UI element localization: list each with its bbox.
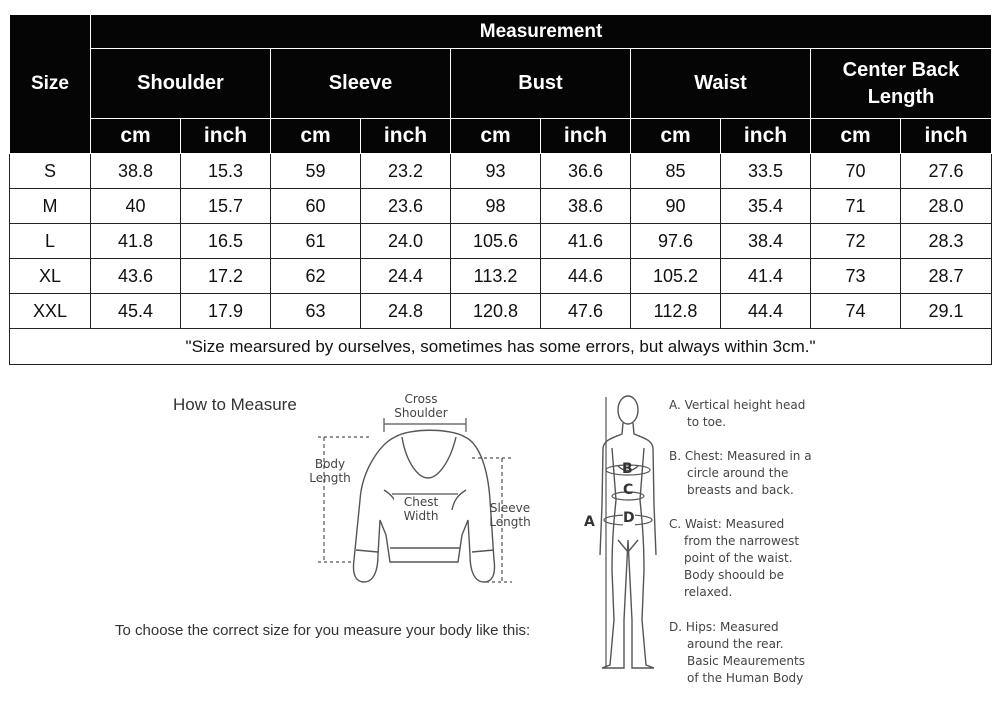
table-cell: 24.4: [361, 259, 451, 294]
unit-header: inch: [901, 119, 992, 154]
note-c-line-1: C. Waist: Measured: [669, 517, 785, 531]
unit-header: inch: [721, 119, 811, 154]
unit-header: cm: [811, 119, 901, 154]
table-cell: 74: [811, 294, 901, 329]
unit-header: inch: [541, 119, 631, 154]
table-cell: 24.8: [361, 294, 451, 329]
note-c-line-5: relaxed.: [684, 585, 733, 599]
table-cell: 23.2: [361, 154, 451, 189]
table-cell: 59: [271, 154, 361, 189]
note-a: [669, 397, 805, 431]
size-cell: S: [10, 154, 91, 189]
table-cell: 43.6: [91, 259, 181, 294]
note-d-line-4: of the Human Body: [687, 671, 804, 685]
table-cell: 35.4: [721, 189, 811, 224]
table-cell: 98: [451, 189, 541, 224]
table-cell: 112.8: [631, 294, 721, 329]
table-cell: 44.4: [721, 294, 811, 329]
note-a-line-1: A. Vertical height head: [669, 398, 806, 412]
column-group-header: Sleeve: [271, 49, 451, 119]
table-cell: 38.4: [721, 224, 811, 259]
size-cell: M: [10, 189, 91, 224]
table-cell: 63: [271, 294, 361, 329]
table-cell: 60: [271, 189, 361, 224]
unit-header: inch: [361, 119, 451, 154]
unit-header: cm: [451, 119, 541, 154]
table-cell: 23.6: [361, 189, 451, 224]
table-cell: 85: [631, 154, 721, 189]
table-cell: 33.5: [721, 154, 811, 189]
figure-letter-b: B: [622, 461, 633, 477]
column-group-header: Shoulder: [91, 49, 271, 119]
size-cell: L: [10, 224, 91, 259]
table-cell: 120.8: [451, 294, 541, 329]
note-b: [669, 448, 812, 499]
table-cell: 29.1: [901, 294, 992, 329]
table-cell: 93: [451, 154, 541, 189]
size-cell: XXL: [10, 294, 91, 329]
column-group-header: Center Back Length: [811, 49, 992, 119]
table-cell: 28.7: [901, 259, 992, 294]
sleeve-length-line-1: Sleeve: [489, 501, 531, 515]
note-d-line-2: around the rear.: [687, 637, 784, 651]
figure-letter-a: A: [584, 514, 595, 530]
sleeve-length-line-2: Length: [489, 515, 531, 529]
table-cell: 41.8: [91, 224, 181, 259]
cross-shoulder-line-1: Cross: [404, 392, 438, 406]
sleeve-length-label: [482, 501, 538, 529]
chest-width-line-2: Width: [403, 509, 439, 523]
size-cell: XL: [10, 259, 91, 294]
size-note: "Size mearsured by ourselves, sometimes has some errors, but always within 3cm.": [10, 329, 992, 365]
table-cell: 24.0: [361, 224, 451, 259]
table-cell: 41.6: [541, 224, 631, 259]
chest-width-label: [394, 495, 448, 523]
column-group-header: Waist: [631, 49, 811, 119]
unit-header: cm: [91, 119, 181, 154]
table-cell: 73: [811, 259, 901, 294]
cross-shoulder-label: [386, 392, 456, 420]
table-cell: 27.6: [901, 154, 992, 189]
note-a-line-2: to toe.: [687, 415, 727, 429]
table-cell: 72: [811, 224, 901, 259]
table-cell: 97.6: [631, 224, 721, 259]
table-cell: 16.5: [181, 224, 271, 259]
table-cell: 105.2: [631, 259, 721, 294]
size-header: Size: [10, 15, 91, 154]
cross-shoulder-line-2: Shoulder: [394, 406, 448, 420]
table-cell: 38.8: [91, 154, 181, 189]
note-d: [669, 619, 805, 687]
note-b-line-2: circle around the: [687, 466, 789, 480]
note-d-line-3: Basic Meaurements: [687, 654, 805, 668]
table-cell: 70: [811, 154, 901, 189]
table-cell: 38.6: [541, 189, 631, 224]
table-cell: 44.6: [541, 259, 631, 294]
table-cell: 113.2: [451, 259, 541, 294]
table-cell: 62: [271, 259, 361, 294]
note-b-line-3: breasts and back.: [687, 483, 794, 497]
chest-width-line-1: Chest: [403, 495, 439, 509]
table-cell: 90: [631, 189, 721, 224]
note-c-line-2: from the narrowest: [684, 534, 800, 548]
instruction-text: To choose the correct size for you measure your body like this:: [115, 622, 531, 639]
unit-header: cm: [631, 119, 721, 154]
table-cell: 17.9: [181, 294, 271, 329]
body-length-label: [300, 457, 360, 485]
note-b-line-1: B. Chest: Measured in a: [669, 449, 812, 463]
figure-letter-c: C: [623, 482, 634, 498]
table-cell: 15.7: [181, 189, 271, 224]
body-figure-illustration: [600, 396, 656, 668]
note-c: [669, 516, 799, 601]
measurement-header: Measurement: [91, 15, 992, 49]
table-cell: 105.6: [451, 224, 541, 259]
column-group-header: Bust: [451, 49, 631, 119]
table-cell: 28.3: [901, 224, 992, 259]
table-cell: 15.3: [181, 154, 271, 189]
table-cell: 47.6: [541, 294, 631, 329]
table-cell: 61: [271, 224, 361, 259]
body-length-line-1: Body: [314, 457, 346, 471]
table-cell: 45.4: [91, 294, 181, 329]
table-cell: 28.0: [901, 189, 992, 224]
body-length-line-2: Length: [309, 471, 351, 485]
unit-header: cm: [271, 119, 361, 154]
body-measure-lines: [604, 397, 652, 668]
table-cell: 41.4: [721, 259, 811, 294]
how-to-measure-title: How to Measure: [173, 395, 297, 414]
note-c-line-3: point of the waist.: [684, 551, 793, 565]
table-cell: 36.6: [541, 154, 631, 189]
table-cell: 71: [811, 189, 901, 224]
note-d-line-1: D. Hips: Measured: [669, 620, 779, 634]
figure-letter-d: D: [623, 510, 635, 526]
table-cell: 17.2: [181, 259, 271, 294]
unit-header: inch: [181, 119, 271, 154]
table-cell: 40: [91, 189, 181, 224]
note-c-line-4: Body shoould be: [684, 568, 785, 582]
